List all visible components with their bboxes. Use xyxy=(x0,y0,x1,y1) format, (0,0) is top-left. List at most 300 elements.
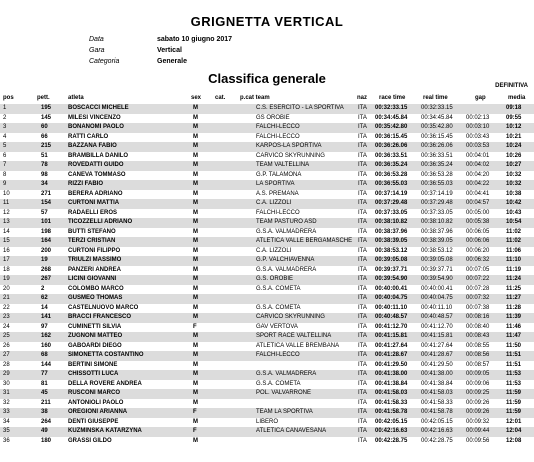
cell-atleta: ANTONIOLI PAOLO xyxy=(68,399,124,406)
cell-pos: 18 xyxy=(3,266,10,273)
cell-real-time: 00:41:38.00 xyxy=(421,371,453,377)
cell-pett: 34 xyxy=(41,181,48,187)
cell-atleta: TICOZZELLI ADRIANO xyxy=(68,219,133,225)
table-row xyxy=(0,218,534,228)
cell-pos: 13 xyxy=(3,219,10,225)
table-row xyxy=(0,342,534,352)
cell-naz: ITA xyxy=(358,162,367,168)
cell-real-time: 00:41:15.81 xyxy=(421,333,453,339)
cell-sex: M xyxy=(193,276,198,282)
cell-gap: 00:09:06 xyxy=(466,380,490,387)
cell-pett: 57 xyxy=(41,209,48,216)
cell-team: G.S.A. VALMADRERA xyxy=(256,266,317,273)
cell-media: 11:51 xyxy=(506,361,522,368)
cell-pett: 45 xyxy=(41,390,48,396)
cell-naz: ITA xyxy=(358,276,367,282)
cell-naz: ITA xyxy=(358,409,367,415)
cell-pett: 78 xyxy=(41,162,48,168)
cell-race-time: 00:41:38.00 xyxy=(375,371,408,377)
cell-race-time: 00:37:33.05 xyxy=(375,209,408,216)
cell-pos: 11 xyxy=(3,200,10,206)
cell-real-time: 00:39:37.71 xyxy=(421,266,453,273)
cell-real-time: 00:40:04.75 xyxy=(421,295,453,301)
cell-team: G.S.A. COMETA xyxy=(256,380,301,387)
cell-pett: 162 xyxy=(41,333,52,339)
cell-real-time: 00:36:35.24 xyxy=(421,162,453,168)
cell-pos: 2 xyxy=(3,114,7,121)
cell-team: G.S.A. COMETA xyxy=(256,304,301,311)
cell-pett: 145 xyxy=(41,114,52,121)
cell-media: 11:02 xyxy=(506,228,522,235)
cell-atleta: TERZI CRISTIAN xyxy=(68,238,116,244)
table-row xyxy=(0,332,534,342)
cell-race-time: 00:36:33.51 xyxy=(375,152,408,159)
cell-team: C.A. LIZZOLI xyxy=(256,200,292,206)
cell-gap: 00:09:56 xyxy=(466,437,490,444)
cell-media: 11:59 xyxy=(506,409,522,415)
cell-media: 11:46 xyxy=(506,323,522,330)
cell-atleta: OREGIONI ARIANNA xyxy=(68,409,128,415)
cell-naz: ITA xyxy=(358,342,367,349)
cell-gap: 00:08:40 xyxy=(466,323,490,330)
cell-team: LIBERO xyxy=(256,418,279,425)
cell-media: 10:32 xyxy=(506,181,522,187)
cell-real-time: 00:36:55.03 xyxy=(421,181,453,187)
cell-pos: 27 xyxy=(3,352,10,358)
cell-gap: 00:08:55 xyxy=(466,342,490,349)
cell-media: 09:55 xyxy=(506,114,522,121)
cell-race-time: 00:41:27.64 xyxy=(375,342,408,349)
cell-race-time: 00:42:16.63 xyxy=(375,428,408,434)
cell-sex: M xyxy=(193,285,198,292)
cell-race-time: 00:36:26.06 xyxy=(375,143,408,149)
cell-real-time: 00:37:33.05 xyxy=(421,209,453,216)
cell-team: KARPOS-LA SPORTIVA xyxy=(256,143,322,149)
cell-gap: 00:04:22 xyxy=(466,181,490,187)
cell-sex: F xyxy=(193,409,197,415)
cell-naz: ITA xyxy=(358,314,367,320)
cell-naz: ITA xyxy=(358,228,367,235)
cell-atleta: DELLA ROVERE ANDREA xyxy=(68,380,142,387)
cell-pett: 2 xyxy=(41,285,45,292)
table-row xyxy=(0,351,534,361)
cell-sex: M xyxy=(193,333,198,339)
cell-pos: 19 xyxy=(3,276,10,282)
cell-race-time: 00:41:38.84 xyxy=(375,380,408,387)
cell-team: GAV VERTOVA xyxy=(256,323,298,330)
cell-pos: 23 xyxy=(3,314,10,320)
cell-race-time: 00:40:04.75 xyxy=(375,295,408,301)
cell-pos: 26 xyxy=(3,342,10,349)
table-row xyxy=(0,408,534,418)
cell-race-time: 00:40:48.57 xyxy=(375,314,408,320)
table-row xyxy=(0,437,534,447)
cell-pos: 28 xyxy=(3,361,10,368)
cell-pos: 25 xyxy=(3,333,10,339)
cell-pett: 66 xyxy=(41,133,48,140)
cell-team: G.S. OROBIE xyxy=(256,276,294,282)
cell-naz: ITA xyxy=(358,133,367,140)
meta-date xyxy=(89,36,232,43)
cell-race-time: 00:42:28.75 xyxy=(375,437,408,444)
cell-team: TEAM PASTURO ASD xyxy=(256,219,317,225)
cell-race-time: 00:37:14.19 xyxy=(375,190,408,197)
cell-race-time: 00:36:35.24 xyxy=(375,162,408,168)
cell-real-time: 00:40:00.41 xyxy=(421,285,453,292)
cell-atleta: TRIULZI MASSIMO xyxy=(68,257,122,263)
cell-real-time: 00:41:27.64 xyxy=(421,342,453,349)
cell-pos: 21 xyxy=(3,295,10,301)
cell-real-time: 00:38:37.96 xyxy=(421,228,453,235)
cell-naz: ITA xyxy=(358,361,367,368)
cell-naz: ITA xyxy=(358,323,367,330)
meta-race-label: Gara xyxy=(89,47,105,54)
table-row xyxy=(0,180,534,190)
cell-pos: 15 xyxy=(3,238,10,244)
cell-atleta: ZUGNONI MATTEO xyxy=(68,333,123,339)
cell-team: CARVICO SKYRUNNING xyxy=(256,152,325,159)
cell-naz: ITA xyxy=(358,285,367,292)
cell-team: TEAM LA SPORTIVA xyxy=(256,409,313,415)
cell-naz: ITA xyxy=(358,399,367,406)
header-naz: naz xyxy=(357,95,368,101)
cell-media: 09:18 xyxy=(506,105,522,111)
cell-race-time: 00:41:58.33 xyxy=(375,399,408,406)
table-row xyxy=(0,266,534,276)
cell-atleta: BRAMBILLA DANILO xyxy=(68,152,129,159)
meta-race-value: Vertical xyxy=(157,47,182,54)
cell-race-time: 00:32:33.15 xyxy=(375,105,408,111)
table-row xyxy=(0,389,534,399)
cell-media: 12:04 xyxy=(506,428,522,434)
cell-pos: 30 xyxy=(3,380,10,387)
cell-pos: 24 xyxy=(3,323,10,330)
cell-race-time: 00:38:37.96 xyxy=(375,228,408,235)
cell-gap: 00:04:41 xyxy=(466,190,490,197)
cell-pett: 97 xyxy=(41,323,48,330)
cell-race-time: 00:42:05.15 xyxy=(375,418,408,425)
cell-team: G.P. TALAMONA xyxy=(256,171,302,178)
cell-sex: M xyxy=(193,295,198,301)
header-media: media xyxy=(508,95,526,101)
table-row xyxy=(0,199,534,209)
cell-media: 11:28 xyxy=(506,304,522,311)
cell-pos: 31 xyxy=(3,390,10,396)
cell-media: 11:51 xyxy=(506,352,522,358)
table-row xyxy=(0,294,534,304)
cell-pos: 33 xyxy=(3,409,10,415)
cell-pett: 38 xyxy=(41,409,48,415)
cell-gap: 00:08:16 xyxy=(466,314,490,320)
cell-real-time: 00:37:14.19 xyxy=(421,190,453,197)
cell-gap: 00:06:32 xyxy=(466,257,490,263)
cell-media: 11:53 xyxy=(506,371,522,377)
cell-gap: 00:04:57 xyxy=(466,200,490,206)
cell-naz: ITA xyxy=(358,209,367,216)
cell-naz: ITA xyxy=(358,380,367,387)
cell-race-time: 00:38:53.12 xyxy=(375,247,408,254)
cell-pett: 77 xyxy=(41,371,48,377)
meta-date-label: Data xyxy=(89,36,104,43)
cell-naz: ITA xyxy=(358,114,367,121)
cell-atleta: BONANOMI PAOLO xyxy=(68,124,124,130)
cell-sex: M xyxy=(193,399,198,406)
cell-real-time: 00:42:16.63 xyxy=(421,428,453,434)
ranking-title: Classifica generale xyxy=(208,71,326,86)
cell-real-time: 00:39:05.08 xyxy=(421,257,453,263)
cell-real-time: 00:36:15.45 xyxy=(421,133,453,140)
cell-media: 10:26 xyxy=(506,152,522,159)
cell-naz: ITA xyxy=(358,247,367,254)
meta-race xyxy=(89,47,182,54)
cell-media: 12:08 xyxy=(506,437,522,444)
table-row xyxy=(0,114,534,124)
cell-sex: M xyxy=(193,361,198,368)
table-row xyxy=(0,313,534,323)
cell-gap: 00:02:13 xyxy=(466,114,490,121)
cell-sex: M xyxy=(193,266,198,273)
cell-gap: 00:08:56 xyxy=(466,352,490,358)
table-row xyxy=(0,427,534,437)
header-pett: pett. xyxy=(37,95,50,101)
cell-real-time: 00:41:38.84 xyxy=(421,380,453,387)
cell-real-time: 00:42:05.15 xyxy=(421,418,453,425)
cell-naz: ITA xyxy=(358,333,367,339)
cell-media: 10:32 xyxy=(506,171,522,178)
cell-real-time: 00:38:10.82 xyxy=(421,219,453,225)
cell-media: 11:39 xyxy=(506,314,522,320)
cell-pos: 5 xyxy=(3,143,7,149)
header-sex: sex xyxy=(191,95,202,101)
cell-naz: ITA xyxy=(358,219,367,225)
cell-atleta: BERTINI SIMONE xyxy=(68,361,118,368)
cell-atleta: SIMONETTA COSTANTINO xyxy=(68,352,144,358)
cell-race-time: 00:35:42.80 xyxy=(375,124,408,130)
cell-media: 11:10 xyxy=(506,257,522,263)
cell-media: 10:54 xyxy=(506,219,522,225)
cell-media: 10:27 xyxy=(506,162,522,168)
page-title: GRIGNETTA VERTICAL xyxy=(190,14,344,29)
cell-race-time: 00:38:39.05 xyxy=(375,238,408,244)
cell-atleta: BUTTI STEFANO xyxy=(68,228,116,235)
cell-gap: 00:09:26 xyxy=(466,409,490,415)
cell-race-time: 00:41:28.67 xyxy=(375,352,408,358)
cell-team: ATLETICA CANAVESANA xyxy=(256,428,327,434)
cell-pos: 6 xyxy=(3,152,7,159)
cell-gap: 00:09:25 xyxy=(466,390,490,396)
cell-sex: M xyxy=(193,314,198,320)
cell-pett: 14 xyxy=(41,304,48,311)
cell-sex: M xyxy=(193,200,198,206)
cell-team: LA SPORTIVA xyxy=(256,181,295,187)
cell-atleta: BERERA ADRIANO xyxy=(68,190,123,197)
cell-pett: 81 xyxy=(41,380,48,387)
cell-pos: 35 xyxy=(3,428,10,434)
cell-naz: ITA xyxy=(358,437,367,444)
cell-real-time: 00:41:28.67 xyxy=(421,352,453,358)
table-row xyxy=(0,323,534,333)
cell-pos: 16 xyxy=(3,247,10,254)
cell-race-time: 00:38:10.82 xyxy=(375,219,408,225)
cell-sex: M xyxy=(193,190,198,197)
cell-pos: 10 xyxy=(3,190,10,197)
cell-media: 10:38 xyxy=(506,190,522,197)
table-row xyxy=(0,285,534,295)
cell-pett: 19 xyxy=(41,257,48,263)
cell-atleta: CHISSOTTI LUCA xyxy=(68,371,119,377)
cell-pett: 200 xyxy=(41,247,52,254)
cell-real-time: 00:37:29.48 xyxy=(421,200,453,206)
cell-gap: 00:05:00 xyxy=(466,209,490,216)
cell-gap: 00:03:53 xyxy=(466,143,490,149)
cell-real-time: 00:41:12.70 xyxy=(421,323,453,330)
table-row xyxy=(0,190,534,200)
cell-race-time: 00:41:12.70 xyxy=(375,323,408,330)
cell-real-time: 00:41:58.78 xyxy=(421,409,453,415)
cell-gap: 00:07:22 xyxy=(466,276,490,282)
cell-team: FALCHI-LECCO xyxy=(256,352,300,358)
table-row xyxy=(0,304,534,314)
cell-pett: 195 xyxy=(41,105,52,111)
header-gap: gap xyxy=(475,95,486,101)
cell-pos: 34 xyxy=(3,418,10,425)
cell-atleta: BOSCACCI MICHELE xyxy=(68,105,129,111)
cell-media: 11:50 xyxy=(506,342,522,349)
cell-team: FALCHI-LECCO xyxy=(256,133,300,140)
cell-race-time: 00:36:53.28 xyxy=(375,171,408,178)
cell-media: 11:47 xyxy=(506,333,522,339)
cell-naz: ITA xyxy=(358,200,367,206)
cell-atleta: GUSMEO THOMAS xyxy=(68,295,123,301)
cell-pos: 1 xyxy=(3,105,7,111)
cell-pos: 3 xyxy=(3,124,7,130)
cell-gap: 00:07:38 xyxy=(466,304,490,311)
cell-pett: 62 xyxy=(41,295,48,301)
cell-gap: 00:09:44 xyxy=(466,428,490,434)
table-row xyxy=(0,370,534,380)
cell-pos: 17 xyxy=(3,257,10,263)
cell-media: 11:59 xyxy=(506,390,522,396)
cell-atleta: RUSCONI MARCO xyxy=(68,390,120,396)
table-row xyxy=(0,142,534,152)
cell-team: GS OROBIE xyxy=(256,114,290,121)
cell-naz: ITA xyxy=(358,190,367,197)
cell-atleta: KUZMINSKA KATARZYNA xyxy=(68,428,142,434)
table-row xyxy=(0,133,534,143)
cell-race-time: 00:39:05.08 xyxy=(375,257,408,263)
cell-team: CARVICO SKYRUNNING xyxy=(256,314,325,320)
cell-race-time: 00:40:00.41 xyxy=(375,285,408,292)
cell-atleta: CURTONI FILIPPO xyxy=(68,247,121,254)
cell-team: G.S.A. VALMADRERA xyxy=(256,228,317,235)
cell-media: 10:24 xyxy=(506,143,522,149)
header-real-time: real time xyxy=(423,95,448,101)
cell-pos: 36 xyxy=(3,437,10,444)
cell-naz: ITA xyxy=(358,105,367,111)
cell-atleta: BAZZANA FABIO xyxy=(68,143,117,149)
status-label: DEFINITIVA xyxy=(495,83,528,89)
cell-media: 11:59 xyxy=(506,399,522,406)
cell-naz: ITA xyxy=(358,238,367,244)
cell-atleta: RADAELLI EROS xyxy=(68,209,118,216)
cell-gap: 00:06:06 xyxy=(466,238,490,244)
cell-media: 11:27 xyxy=(506,295,522,301)
cell-naz: ITA xyxy=(358,390,367,396)
cell-team: C.A. LIZZOLI xyxy=(256,247,292,254)
cell-gap: 00:04:20 xyxy=(466,171,490,178)
cell-media: 11:06 xyxy=(506,247,522,254)
cell-sex: F xyxy=(193,323,197,330)
cell-real-time: 00:41:29.50 xyxy=(421,361,453,368)
cell-gap: 00:04:01 xyxy=(466,152,490,159)
table-row xyxy=(0,209,534,219)
cell-naz: ITA xyxy=(358,371,367,377)
cell-race-time: 00:41:58.03 xyxy=(375,390,408,396)
cell-pett: 264 xyxy=(41,418,52,425)
cell-gap: 00:09:26 xyxy=(466,399,490,406)
cell-sex: M xyxy=(193,257,198,263)
cell-sex: M xyxy=(193,162,198,168)
header-cat: cat. xyxy=(215,95,226,101)
cell-pos: 12 xyxy=(3,209,10,216)
cell-media: 10:12 xyxy=(506,124,522,130)
cell-pett: 98 xyxy=(41,171,48,178)
cell-naz: ITA xyxy=(358,143,367,149)
cell-real-time: 00:38:39.05 xyxy=(421,238,453,244)
cell-race-time: 00:41:29.50 xyxy=(375,361,408,368)
header-pos: pos xyxy=(3,95,14,101)
cell-sex: M xyxy=(193,105,198,111)
cell-media: 11:02 xyxy=(506,238,522,244)
cell-atleta: GABOARDI DIEGO xyxy=(68,342,122,349)
cell-naz: ITA xyxy=(358,418,367,425)
cell-real-time: 00:42:28.75 xyxy=(421,437,453,444)
cell-atleta: BRACCI FRANCESCO xyxy=(68,314,131,320)
cell-pett: 164 xyxy=(41,238,52,244)
cell-sex: M xyxy=(193,437,198,444)
cell-naz: ITA xyxy=(358,428,367,434)
meta-date-value: sabato 10 giugno 2017 xyxy=(157,36,233,43)
cell-atleta: RIZZI FABIO xyxy=(68,181,103,187)
cell-sex: M xyxy=(193,133,198,140)
cell-real-time: 00:40:11.10 xyxy=(421,304,453,311)
cell-sex: M xyxy=(193,143,198,149)
cell-pos: 7 xyxy=(3,162,7,168)
table-row xyxy=(0,247,534,257)
cell-atleta: LICINI GIOVANNI xyxy=(68,276,117,282)
cell-pett: 154 xyxy=(41,200,52,206)
cell-real-time: 00:32:33.15 xyxy=(421,105,453,111)
meta-category-label: Categoria xyxy=(89,58,120,65)
cell-gap: 00:07:32 xyxy=(466,295,490,301)
cell-atleta: CASTELNUOVO MARCO xyxy=(68,304,139,311)
cell-race-time: 00:39:37.71 xyxy=(375,266,408,273)
cell-naz: ITA xyxy=(358,295,367,301)
table-row xyxy=(0,123,534,133)
cell-real-time: 00:40:48.57 xyxy=(421,314,453,320)
cell-atleta: CANEVA TOMMASO xyxy=(68,171,126,178)
cell-pett: 160 xyxy=(41,342,52,349)
cell-real-time: 00:34:45.84 xyxy=(421,114,453,121)
table-row xyxy=(0,380,534,390)
cell-team: SPORT RACE VALTELLINA xyxy=(256,333,332,339)
cell-naz: ITA xyxy=(358,257,367,263)
cell-race-time: 00:41:15.81 xyxy=(375,333,408,339)
table-row xyxy=(0,161,534,171)
table-row xyxy=(0,361,534,371)
cell-real-time: 00:36:26.06 xyxy=(421,143,453,149)
cell-gap: 00:09:05 xyxy=(466,371,490,377)
